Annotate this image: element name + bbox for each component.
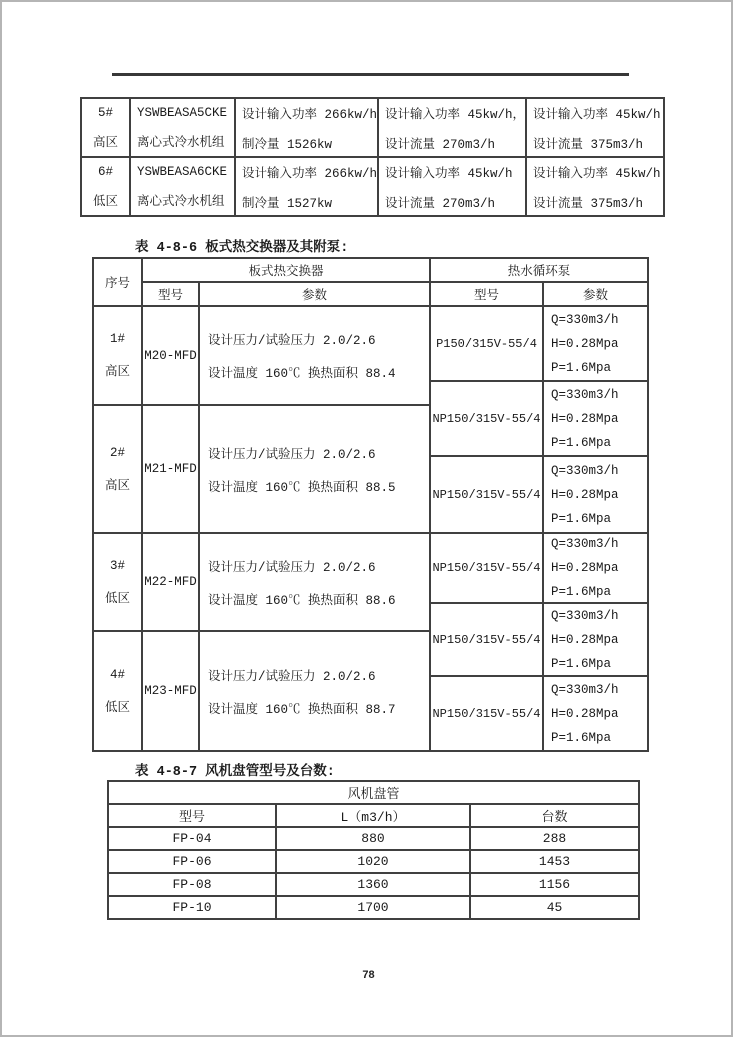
temperature-line: 设计温度 160℃ 换热面积 88.7: [208, 702, 396, 717]
pump-pressure: P=1.6Mpa: [551, 360, 612, 375]
pump-flow: Q=330m3/h: [551, 312, 619, 327]
table-row: [81, 157, 664, 216]
chiller-id-cell: [81, 98, 130, 157]
pump-flow: Q=330m3/h: [551, 682, 619, 697]
fan-flow: 880: [276, 827, 470, 850]
pump-params: [544, 534, 649, 604]
seq-id: 1#: [109, 332, 125, 346]
exchanger-group-header: 板式热交换器: [143, 259, 431, 283]
table-row: [108, 827, 639, 850]
pump-head: H=0.28Mpa: [551, 632, 619, 647]
pump-flow: 设计流量 375m3/h: [533, 137, 644, 152]
fan-coil-table: [107, 780, 640, 920]
temperature-line: 设计温度 160℃ 换热面积 88.4: [208, 367, 396, 381]
fan-group-header: 风机盘管: [108, 781, 639, 804]
pump-pressure: P=1.6Mpa: [551, 730, 612, 745]
chiller-table: [80, 97, 665, 217]
temperature-line: 设计温度 160℃ 换热面积 88.6: [208, 593, 396, 608]
exchanger-seq: [94, 534, 143, 632]
pump-head: H=0.28Mpa: [551, 411, 619, 426]
table-row: [108, 873, 639, 896]
table-487-title: 表 4-8-7 风机盘管型号及台数:: [135, 765, 335, 780]
chiller-pump-b-cell: [526, 98, 664, 157]
table-486-title: 表 4-8-6 板式热交换器及其附泵:: [135, 241, 349, 256]
fan-col-header-flow: L（m3/h）: [276, 804, 470, 827]
chiller-pump-b-cell: [526, 157, 664, 216]
fan-count: 1156: [470, 873, 639, 896]
exchanger-table: [92, 257, 649, 752]
fan-flow: 1360: [276, 873, 470, 896]
seq-id: 4#: [109, 667, 125, 682]
fan-col-header-count: 台数: [470, 804, 639, 827]
pump-params: [544, 307, 649, 382]
pressure-line: 设计压力/试验压力 2.0/2.6: [208, 560, 376, 575]
params-header: 参数: [200, 283, 431, 307]
chiller-id-cell: [81, 157, 130, 216]
table-row: [108, 850, 639, 873]
pressure-line: 设计压力/试验压力 2.0/2.6: [208, 447, 376, 462]
table-row: [108, 896, 639, 919]
pump-power: 设计输入功率 45kw/h: [385, 166, 513, 181]
design-power: 设计输入功率 266kw/h: [242, 107, 378, 122]
chiller-type: 离心式冷水机组: [137, 194, 225, 209]
pump-params: [544, 677, 649, 752]
seq-zone: 高区: [104, 478, 130, 493]
pump-flow: Q=330m3/h: [551, 537, 619, 551]
chiller-id: 6#: [97, 164, 113, 179]
chiller-type: 离心式冷水机组: [137, 135, 225, 150]
seq-zone: 高区: [104, 365, 130, 379]
exchanger-params: [200, 632, 431, 752]
seq-id: 3#: [109, 558, 125, 573]
pump-flow: 设计流量 375m3/h: [533, 196, 644, 211]
fan-model: FP-06: [108, 850, 276, 873]
pump-model-header: 型号: [431, 283, 544, 307]
chiller-id: 5#: [97, 105, 113, 120]
exchanger-seq: [94, 632, 143, 752]
pressure-line: 设计压力/试验压力 2.0/2.6: [208, 334, 376, 348]
seq-zone: 低区: [104, 591, 130, 606]
exchanger-model: M21-MFD: [143, 406, 200, 534]
exchanger-model: M23-MFD: [143, 632, 200, 752]
fan-model: FP-10: [108, 896, 276, 919]
model-header: 型号: [143, 283, 200, 307]
table-row: [81, 98, 664, 157]
chiller-zone: 高区: [92, 135, 118, 150]
fan-count: 45: [470, 896, 639, 919]
pump-params: [544, 382, 649, 457]
fan-col-header-model: 型号: [108, 804, 276, 827]
chiller-capacity-cell: [235, 157, 378, 216]
pump-power: 设计输入功率 45kw/h: [533, 107, 661, 122]
exchanger-params: [200, 406, 431, 534]
pump-model: NP150/315V-55/4: [431, 534, 544, 604]
pump-flow: 设计流量 270m3/h: [385, 137, 496, 152]
pump-flow: Q=330m3/h: [551, 387, 619, 402]
fan-model: FP-08: [108, 873, 276, 896]
pump-pressure: P=1.6Mpa: [551, 656, 612, 671]
pump-power: 设计输入功率 45kw/h: [533, 166, 661, 181]
seq-header: 序号: [94, 259, 143, 307]
pump-flow: Q=330m3/h: [551, 463, 619, 478]
chiller-pump-a-cell: [378, 157, 526, 216]
pump-flow: Q=330m3/h: [551, 608, 619, 623]
pump-head: H=0.28Mpa: [551, 487, 619, 502]
pump-model: P150/315V-55/4: [431, 307, 544, 382]
pump-head: H=0.28Mpa: [551, 561, 619, 575]
pump-head: H=0.28Mpa: [551, 336, 619, 351]
exchanger-model: M22-MFD: [143, 534, 200, 632]
header-rule: [112, 73, 629, 76]
seq-id: 2#: [109, 445, 125, 460]
pump-pressure: P=1.6Mpa: [551, 511, 612, 526]
page-number: 78: [362, 969, 375, 981]
chiller-model: YSWBEASA5CKE: [137, 105, 228, 120]
chiller-unit-cell: [130, 98, 235, 157]
chiller-capacity-cell: [235, 98, 378, 157]
pump-flow: 设计流量 270m3/h: [385, 196, 496, 211]
pump-model: NP150/315V-55/4: [431, 457, 544, 534]
pump-group-header: 热水循环泵: [431, 259, 649, 283]
pump-model: NP150/315V-55/4: [431, 382, 544, 457]
fan-model: FP-04: [108, 827, 276, 850]
pump-params: [544, 457, 649, 534]
exchanger-seq: [94, 307, 143, 406]
fan-flow: 1700: [276, 896, 470, 919]
chiller-model: YSWBEASA6CKE: [137, 164, 228, 179]
table-row: [108, 781, 639, 804]
pressure-line: 设计压力/试验压力 2.0/2.6: [208, 669, 376, 684]
fan-count: 1453: [470, 850, 639, 873]
seq-zone: 低区: [104, 700, 130, 715]
pump-power: 设计输入功率 45kw/h，: [385, 107, 526, 122]
exchanger-seq: [94, 406, 143, 534]
pump-params-header: 参数: [544, 283, 649, 307]
pump-params: [544, 604, 649, 677]
chiller-pump-a-cell: [378, 98, 526, 157]
exchanger-params: [200, 534, 431, 632]
pump-pressure: P=1.6Mpa: [551, 585, 612, 599]
chiller-unit-cell: [130, 157, 235, 216]
pump-model: NP150/315V-55/4: [431, 604, 544, 677]
pump-model: NP150/315V-55/4: [431, 677, 544, 752]
pump-head: H=0.28Mpa: [551, 706, 619, 721]
fan-count: 288: [470, 827, 639, 850]
chiller-zone: 低区: [92, 194, 118, 209]
cooling-capacity: 制冷量 1526kw: [242, 137, 333, 152]
fan-flow: 1020: [276, 850, 470, 873]
design-power: 设计输入功率 266kw/h: [242, 166, 378, 181]
pump-pressure: P=1.6Mpa: [551, 435, 612, 450]
cooling-capacity: 制冷量 1527kw: [242, 196, 333, 211]
temperature-line: 设计温度 160℃ 换热面积 88.5: [208, 480, 396, 495]
exchanger-model: M20-MFD: [143, 307, 200, 406]
table-row: [108, 804, 639, 827]
exchanger-params: [200, 307, 431, 406]
